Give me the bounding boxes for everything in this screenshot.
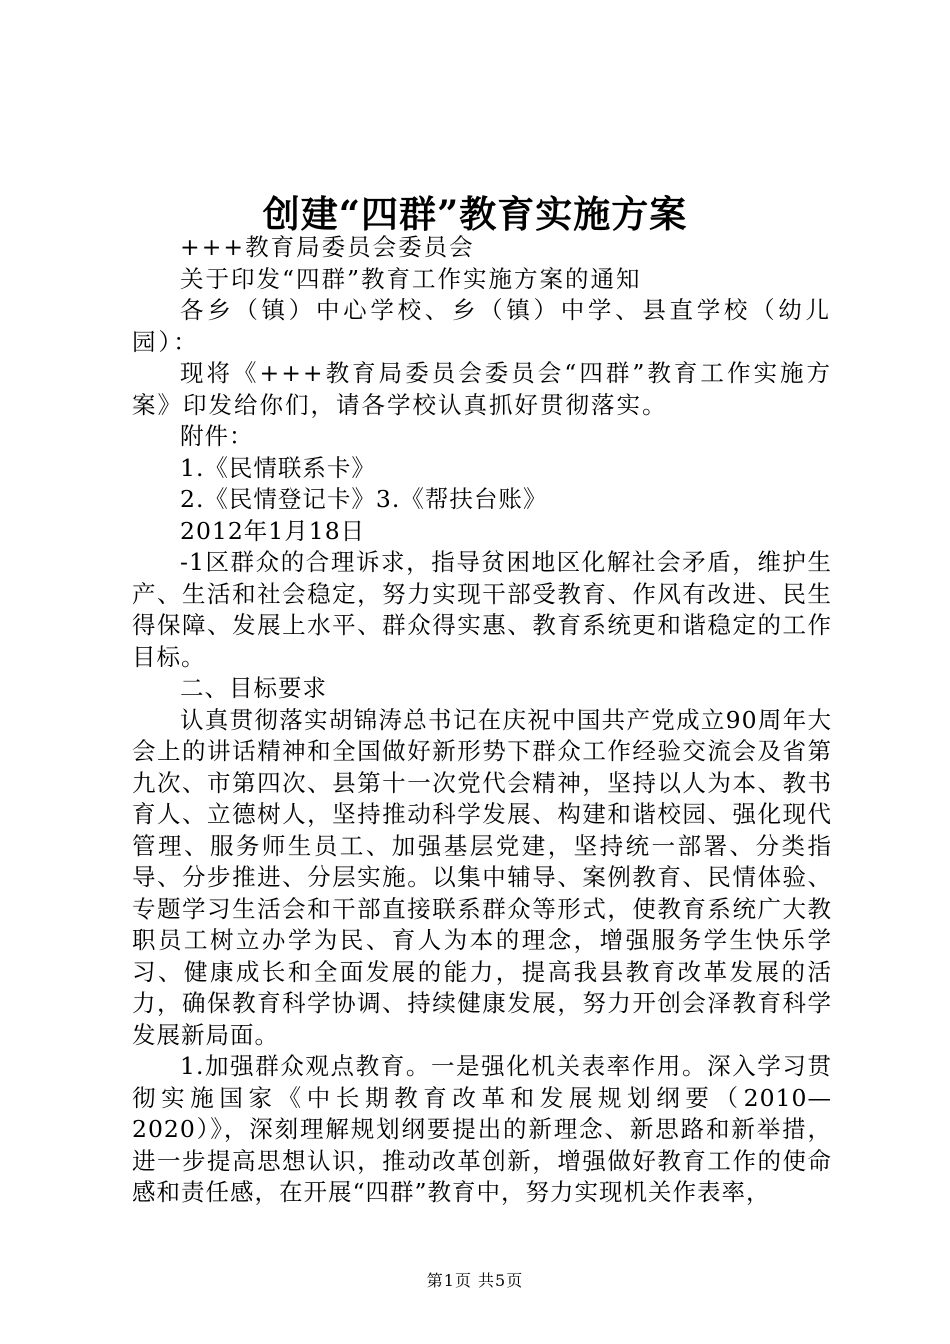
paragraph-intro: 现将《+++教育局委员会委员会“四群”教育工作实施方案》印发给你们，请各学校认真抓好贯彻落实。 bbox=[132, 359, 832, 419]
paragraph-issuer: +++教育局委员会委员会 bbox=[180, 233, 475, 261]
paragraph-attachment-2-3: 2.《民情登记卡》3.《帮扶台账》 bbox=[180, 485, 548, 513]
paragraph-attachments-label: 附件： bbox=[180, 422, 254, 450]
paragraph-item-1: 1.加强群众观点教育。一是强化机关表率作用。深入学习贯彻实施国家《中长期教育改革和发展规划纲要（2010—2020）》，深刻理解规划纲要提出的新理念、新思路和新举措，进一步提高思想认识，推动改革创新，增强做好教育工作的使命感和责任感，在开展“四群”教育中，努力实现机关作表率， bbox=[132, 1052, 832, 1206]
section-heading-requirements: 二、目标要求 bbox=[180, 674, 327, 702]
page-footer: 第1页 共5页 bbox=[426, 1271, 524, 1290]
document-title: 创建“四群”教育实施方案 bbox=[262, 192, 688, 236]
paragraph-requirements: 认真贯彻落实胡锦涛总书记在庆祝中国共产党成立90周年大会上的讲话精神和全国做好新形势下群众工作经验交流会及省第九次、市第四次、县第十一次党代会精神，坚持以人为本、教书育人、立德树人，坚持推动科学发展、构建和谐校园、强化现代管理、服务师生员工、加强基层党建，坚持统一部署、分类指导、分步推进、分层实施。以集中辅导、案例教育、民情体验、专题学习生活会和干部直接联系群众等形式，使教育系统广大教职员工树立办学为民、育人为本的理念，增强服务学生快乐学习、健康成长和全面发展的能力，提高我县教育改革发展的活力，确保教育科学协调、持续健康发展，努力开创会泽教育科学发展新局面。 bbox=[132, 705, 832, 1049]
paragraph-recipients: 各乡（镇）中心学校、乡（镇）中学、县直学校（幼儿园）： bbox=[132, 296, 832, 356]
paragraph-attachment-1: 1.《民情联系卡》 bbox=[180, 453, 376, 482]
paragraph-date: 2012年1月18日 bbox=[180, 516, 366, 545]
document-body bbox=[132, 232, 832, 1209]
paragraph-goal: -1区群众的合理诉求，指导贫困地区化解社会矛盾，维护生产、生活和社会稳定，努力实现干部受教育、作风有改进、民生得保障、发展上水平、群众得实惠、教育系统更和谐稳定的工作目标。 bbox=[132, 548, 832, 671]
paragraph-notice-title: 关于印发“四群”教育工作实施方案的通知 bbox=[180, 264, 642, 293]
